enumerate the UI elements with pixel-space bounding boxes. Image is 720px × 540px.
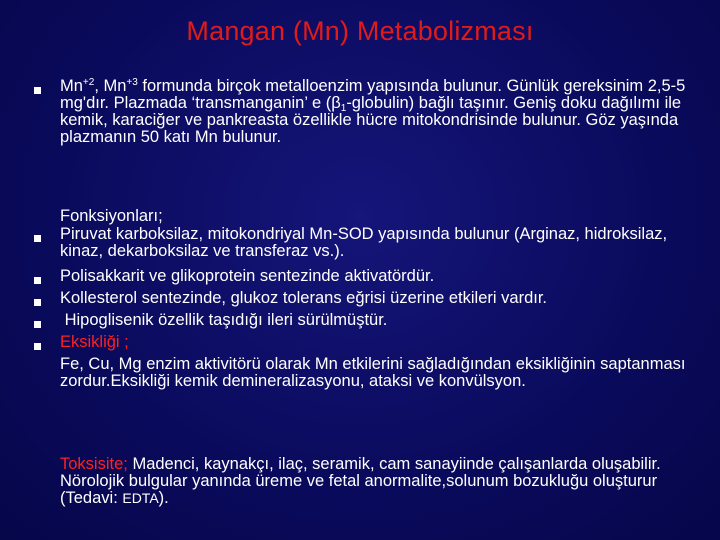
mn-symbol: Mn (60, 77, 83, 95)
bullet-marker (34, 299, 41, 306)
bullet-marker (34, 277, 41, 284)
intro-text-a: formunda birçok metalloenzim yapısında bulunur. Günlük gereksinim 2,5-5 mg'dır. Plazmada ‘transmanganin’ e (β (60, 77, 686, 112)
functions-heading: Fonksiyonları; (60, 207, 163, 225)
charge-superscript-2: +3 (126, 77, 138, 88)
slide-title: Mangan (Mn) Metabolizması (186, 16, 534, 46)
toxicity-label: Toksisite; (60, 455, 128, 473)
function-item: Polisakkarit ve glikoprotein sentezinde aktivatördür. (60, 267, 435, 285)
intro-text-b: -globulin) bağlı taşınır. Geniş doku dağılımı ile kemik, karaciğer ve pankreasta özellikle hücre mitokondrisinde bulunur. Göz yaşında plazmanın 50 katı Mn bulunur. (60, 94, 682, 146)
bullet-marker (34, 87, 41, 94)
mn-symbol-2: , Mn (94, 77, 127, 95)
intro-paragraph (60, 78, 700, 146)
function-item: Piruvat karboksilaz, mitokondriyal Mn-SOD yapısında bulunur (Arginaz, hidroksilaz, kinaz, dekarboksilaz ve transferaz vs.). (60, 225, 668, 260)
edta-text: EDTA (122, 490, 159, 506)
toxicity-text-b: ). (158, 489, 169, 507)
toxicity-paragraph (60, 456, 700, 507)
deficiency-label: Eksikliği ; (60, 333, 129, 351)
toxicity-text-a: Madenci, kaynakçı, ilaç, seramik, cam sanayiinde çalışanlarda oluşabilir. Nörolojik bulgular yanında üreme ve fetal anormalite,solunum bozukluğu oluşturur (Tedavi: (60, 455, 661, 507)
function-item: Hipoglisenik özellik taşıdığı ileri sürülmüştür. (60, 311, 388, 329)
function-item: Kollesterol sentezinde, glukoz tolerans eğrisi üzerine etkileri vardır. (60, 289, 547, 307)
beta-subscript: 1 (340, 103, 347, 114)
charge-superscript: +2 (82, 77, 95, 88)
bullet-marker (34, 235, 41, 242)
bullet-marker (34, 321, 41, 328)
bullet-marker (34, 343, 41, 350)
deficiency-text: Fe, Cu, Mg enzim aktivitörü olarak Mn etkilerini sağladığından eksikliğinin saptanması zordur.Eksikliği kemik demineralizasyonu, ataksi ve konvülsyon. (60, 355, 686, 390)
